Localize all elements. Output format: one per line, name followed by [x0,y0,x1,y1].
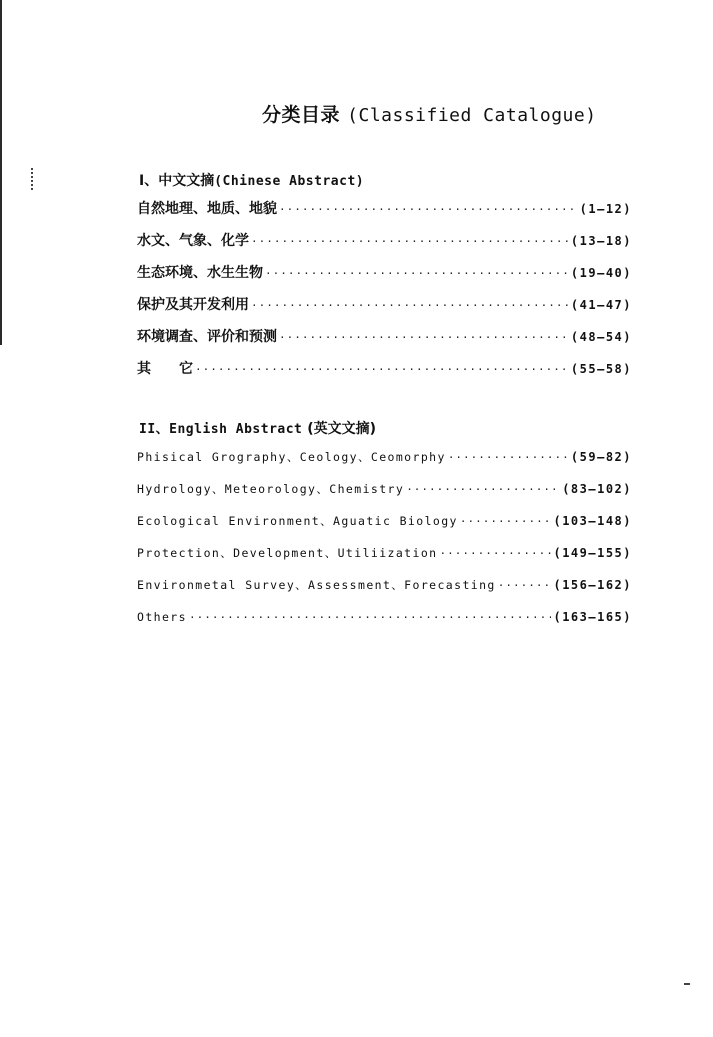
toc-entry-pages: (48—54) [570,330,632,344]
section-heading-latin: II、English Abstract [139,422,303,437]
toc-entry [137,537,632,569]
scan-corner-mark [684,983,690,985]
leader-dots [460,506,552,538]
section-heading-chinese [139,170,364,190]
leader-dots [406,474,560,506]
toc-entry [137,321,632,353]
toc-entry [137,601,632,633]
toc-entry-label: 生态环境、水生生物 [137,265,263,281]
toc-entry [137,441,632,473]
leader-dots [251,290,569,322]
title-chinese: 分类目录 [262,104,341,126]
toc-entry-label: Phisical Grography、Ceology、Ceomorphy [137,450,446,464]
toc-entry-pages: (163—165) [553,610,632,624]
toc-entry-pages: (103—148) [553,514,632,528]
toc-entry [137,569,632,601]
toc-entry-label: 环境调查、评价和预测 [137,329,277,345]
toc-entry-pages: (59—82) [570,450,632,464]
chinese-toc-list [137,193,632,385]
toc-entry-pages: (19—40) [570,266,632,280]
scan-edge-line [0,0,2,345]
toc-entry-label: Protection、Development、Utiliization [137,546,438,560]
leader-dots [265,258,569,290]
title-english: (Classified Catalogue) [347,105,597,126]
section-heading-english [139,418,376,438]
toc-entry [137,225,632,257]
toc-entry-label: Environmetal Survey、Assessment、Forecasting [137,578,496,592]
section-heading-latin: (Chinese Abstract) [214,174,365,189]
english-toc-list [137,441,632,633]
leader-dots [439,538,551,570]
toc-entry-pages: (41—47) [570,298,632,312]
toc-entry-pages: (13—18) [570,234,632,248]
toc-entry [137,473,632,505]
toc-entry-pages: (149—155) [553,546,632,560]
leader-dots [498,570,552,602]
toc-entry [137,257,632,289]
toc-entry [137,505,632,537]
toc-entry-label: 保护及其开发利用 [137,297,249,313]
toc-entry-label: 其 它 [137,361,193,377]
section-heading-prefix: I、中文文摘 [139,173,215,189]
toc-entry [137,193,632,225]
leader-dots [279,194,578,226]
leader-dots [448,442,569,474]
leader-dots [279,322,569,354]
leader-dots [251,226,569,258]
toc-entry-label: 自然地理、地质、地貌 [137,201,277,217]
leader-dots [189,602,552,634]
toc-entry-label: Hydrology、Meteorology、Chemistry [137,482,405,496]
toc-entry-pages: (55—58) [570,362,632,376]
toc-entry-label: Ecological Environment、Aguatic Biology [137,514,458,528]
page-title [262,100,597,127]
scan-edge-marks [31,168,35,190]
toc-entry-label: 水文、气象、化学 [137,233,249,249]
toc-entry-pages: (156—162) [553,578,632,592]
toc-entry [137,289,632,321]
leader-dots [195,354,569,386]
toc-entry-label: Others [137,610,187,624]
section-heading-suffix: (英文文摘) [307,421,377,437]
toc-entry [137,353,632,385]
toc-entry-pages: (1—12) [579,202,632,216]
toc-entry-pages: (83—102) [562,482,632,496]
